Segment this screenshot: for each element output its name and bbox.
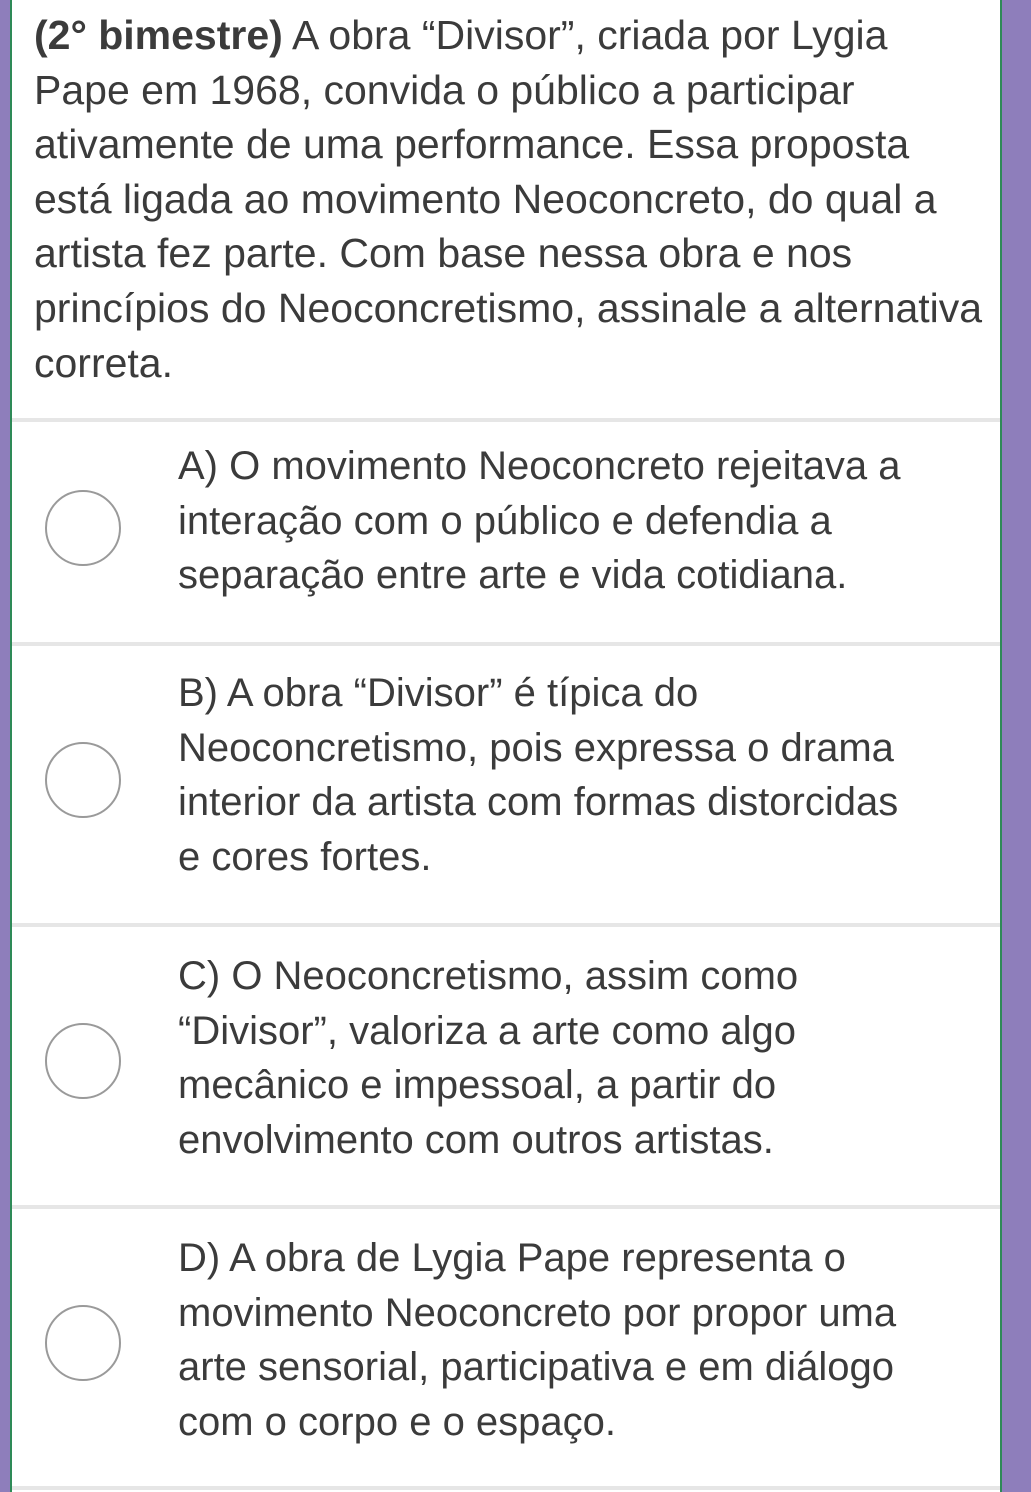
radio-d[interactable] bbox=[45, 1305, 121, 1381]
question-text bbox=[34, 8, 984, 390]
option-d-label: D) A obra de Lygia Pape representa o movimento Neoconcreto por propor uma arte sensorial, participativa e em diálogo com o corpo e o espaço. bbox=[178, 1236, 897, 1444]
question-card bbox=[10, 0, 1002, 1492]
option-a-label: A) O movimento Neoconcreto rejeitava a interação com o público e defendia a separação entre arte e vida cotidiana. bbox=[178, 444, 901, 598]
option-d[interactable] bbox=[12, 1209, 1000, 1486]
question-body: A obra “Divisor”, criada por Lygia Pape em 1968, convida o público a participar ativamente de uma performance. Essa proposta está ligada ao movimento Neoconcreto, do qual a artista fez parte. Com base nessa obra e nos princípios do Neoconcretismo, assinale a alternativa correta. bbox=[34, 12, 983, 386]
option-b-label: B) A obra “Divisor” é típica do Neoconcretismo, pois expressa o drama interior da artista com formas distorcidas e cores fortes. bbox=[178, 671, 899, 879]
option-b[interactable] bbox=[12, 646, 1000, 923]
option-a[interactable] bbox=[12, 422, 1000, 642]
radio-c[interactable] bbox=[45, 1023, 121, 1099]
question-tag: (2° bimestre) bbox=[34, 12, 283, 58]
radio-b[interactable] bbox=[45, 742, 121, 818]
radio-a[interactable] bbox=[45, 490, 121, 566]
option-c-label: C) O Neoconcretismo, assim como “Divisor”, valoriza a arte como algo mecânico e impessoal, a partir do envolvimento com outros artistas. bbox=[178, 954, 799, 1162]
divider bbox=[12, 1486, 1000, 1490]
option-c[interactable] bbox=[12, 927, 1000, 1205]
